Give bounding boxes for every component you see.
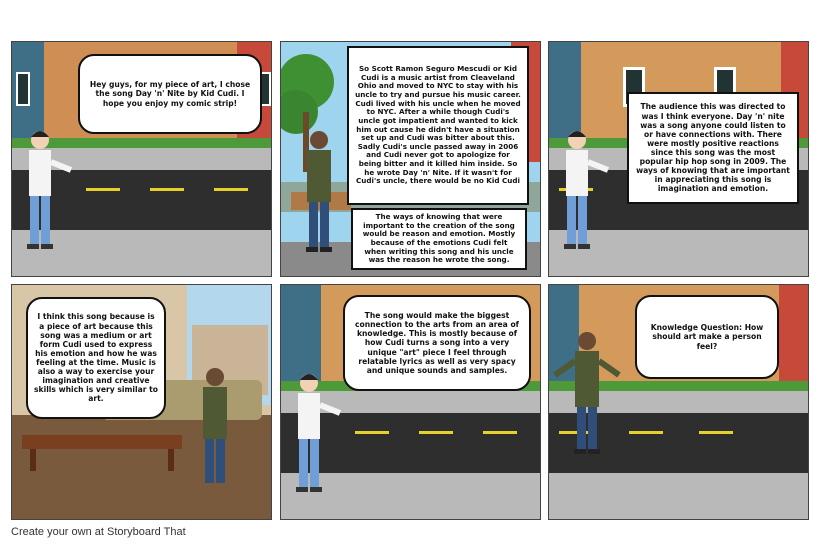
thought-bubble xyxy=(26,297,166,419)
comic-panel-1 xyxy=(11,41,272,277)
bubble-text: Knowledge Question: How should art make a person feel? xyxy=(650,323,764,351)
speech-bubble xyxy=(343,295,531,391)
narration-text-2: The ways of knowing that were important to the creation of the song would be reason and emotion. Mostly because of the emotions Cudi felt when writing this song and his uncle was the reason he wrote the song. xyxy=(362,212,516,265)
comic-panel-3 xyxy=(548,41,809,277)
speech-bubble xyxy=(78,54,262,134)
bubble-text: Hey guys, for my piece of art, I chose the song Day 'n' Nite by Kid Cudi. I hope you enjoy my comic strip! xyxy=(89,80,251,108)
comic-panel-2 xyxy=(280,41,541,277)
narration-text: The audience this was directed to was I think everyone. Day 'n' nite was a song anyone could listen to or have connections with. There were mostly positive reactions since this song was the most popular hip hop song in 2009. The ways of knowing that are important in appreciating this song is imagination and emotion. xyxy=(636,102,790,194)
narration-box-2 xyxy=(351,208,527,270)
speech-bubble xyxy=(635,295,779,379)
narration-box xyxy=(627,92,799,204)
footer-link[interactable]: Create your own at Storyboard That xyxy=(11,526,186,538)
comic-panel-4 xyxy=(11,284,272,520)
bubble-text: The song would make the biggest connection to the arts from an area of knowledge. This is mostly because of how Cudi turns a song into a very unique "art" piece I feel through relatable lyrics as well as very spacy and unique sounds and samples. xyxy=(355,311,519,375)
narration-text: So Scott Ramon Seguro Mescudi or Kid Cudi is a music artist from Cleaveland Ohio and moved to NYC to stay with his uncle to try and pursue his music career. Cudi lived with his uncle when he moved to NYC. After a while though Cudi's uncle got impatient and wanted to kick him out cause he didn't have a situation set up and Cudi was bitter about this. Sadly Cudi's uncle passed away in 2006 and Cudi never got to apologize for being bitter and it killed him inside. So he wrote Day 'n' Nite. If it wasn't for Cudi's uncle, there would be no Kid Cudi xyxy=(355,64,521,186)
bubble-text: I think this song because is a piece of art because this song was a medium or art form Cudi used to express his emotion and how he was feeling at the time. Music is also a way to exercise your imagination and creative skills which is very similar to art. xyxy=(34,312,158,404)
narration-box xyxy=(347,46,529,205)
comic-panel-6 xyxy=(548,284,809,520)
comic-panel-5 xyxy=(280,284,541,520)
